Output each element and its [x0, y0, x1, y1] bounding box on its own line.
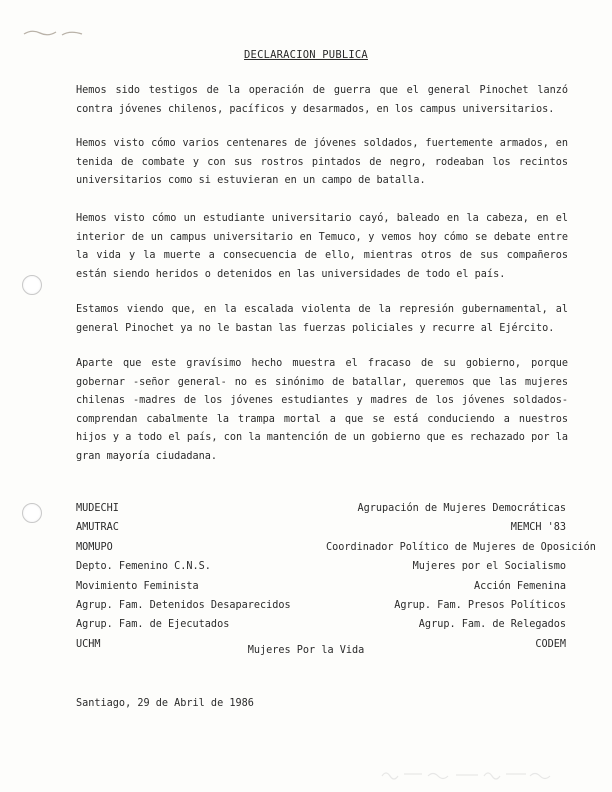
document-title: DECLARACION PUBLICA — [244, 49, 368, 61]
paragraph-1: Hemos sido testigos de la operación de guerra que el general Pinochet lanzó contra jóvenes chilenos, pacíficos y desarmados, en los campus universitarios. — [76, 85, 568, 115]
organization-name: Mujeres por el Socialismo — [412, 561, 566, 573]
organization-name: MOMUPO — [76, 541, 113, 553]
reverse-side-bleed-through — [378, 766, 558, 784]
organization-name: MEMCH '83 — [510, 522, 566, 534]
organization-name: Agrup. Fam. de Ejecutados — [76, 619, 230, 631]
punch-hole — [22, 503, 42, 523]
organization-name: Movimiento Feminista — [76, 580, 199, 592]
date-line: Santiago, 29 de Abril de 1986 — [76, 698, 254, 709]
organization-name: UCHM — [76, 638, 101, 650]
organization-name: CODEM — [535, 638, 566, 650]
paragraph-3: Hemos visto cómo un estudiante universitario cayó, baleado en la cabeza, en el interior de un campus universitario en Temuco, y vemos hoy cómo se debate entre la vida y la muerte a consecuencia de ello, mientras otros de sus compañeros están siendo heridos o detenidos en las universidades de todo el país. — [76, 213, 568, 280]
organization-name: Agrup. Fam. Detenidos Desaparecidos — [76, 600, 291, 612]
organizations-left-column — [76, 499, 316, 654]
organizations-right-column — [326, 499, 596, 654]
organization-name: Coordinador Político de Mujeres de Oposición — [326, 541, 596, 553]
punch-hole — [22, 275, 42, 295]
paragraph-5: Aparte que este gravísimo hecho muestra el fracaso de su gobierno, porque gobernar -señor general- no es sinónimo de batallar, queremos que las mujeres chilenas -madres de los jóvenes estudiantes y madres de los jóvenes soldados- comprendan cabalmente la trampa mortal a que se está conduciendo a nuestros hijos y a todo el país, con la mantención de un gobierno que es rechazado por la gran mayoría ciudadana. — [76, 358, 568, 462]
organization-name: AMUTRAC — [76, 522, 119, 534]
organization-name: Agrup. Fam. de Relegados — [418, 619, 566, 631]
ink-smudge — [22, 26, 88, 40]
organization-name: MUDECHI — [76, 503, 119, 514]
organization-name: Agrupación de Mujeres Democráticas — [357, 503, 566, 514]
signature-line: Mujeres Por la Vida — [247, 645, 365, 656]
organization-name: Agrup. Fam. Presos Políticos — [394, 600, 566, 612]
organization-name: Acción Femenina — [473, 580, 566, 592]
paragraph-2: Hemos visto cómo varios centenares de jóvenes soldados, fuertemente armados, en tenida de combate y con sus rostros pintados de negro, rodeaban los recintos universitarios como si estuvieran en un campo de batalla. — [76, 138, 568, 186]
paragraph-4: Estamos viendo que, en la escalada violenta de la represión gubernamental, al general Pinochet ya no le bastan las fuerzas policiales y recurre al Ejército. — [76, 304, 568, 334]
organization-name: Depto. Femenino C.N.S. — [76, 561, 211, 573]
